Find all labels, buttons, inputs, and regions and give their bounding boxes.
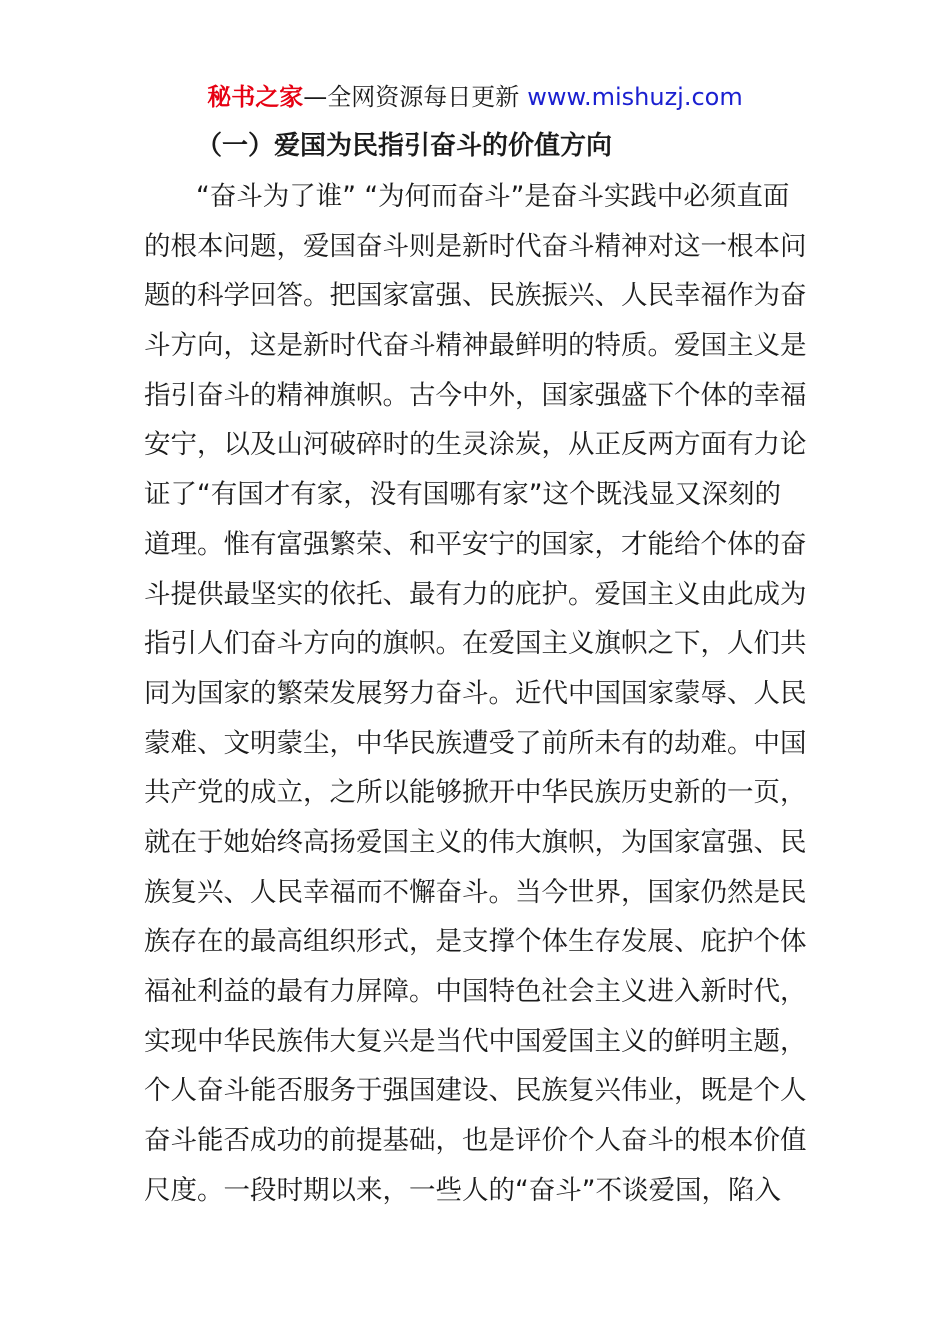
paragraph-line: “奋斗为了谁” “为何而奋斗”是奋斗实践中必须直面 — [196, 181, 790, 212]
paragraph-line: 奋斗能否成功的前提基础，也是评价个人奋斗的根本价值 — [144, 1125, 807, 1157]
site-url-link[interactable]: www.mishuzj.com — [527, 83, 743, 111]
brand-name: 秘书之家 — [207, 83, 304, 111]
paragraph-line: 蒙难、文明蒙尘，中华民族遭受了前所未有的劫难。中国 — [144, 727, 807, 759]
paragraph-line: 就在于她始终高扬爱国主义的伟大旗帜，为国家富强、民 — [144, 826, 807, 858]
paragraph-line: 安宁，以及山河破碎时的生灵涂炭，从正反两方面有力论 — [144, 429, 807, 461]
paragraph-line: 指引奋斗的精神旗帜。古今中外，国家强盛下个体的幸福 — [144, 379, 807, 411]
paragraph-line: 题的科学回答。把国家富强、民族振兴、人民幸福作为奋 — [144, 280, 807, 312]
paragraph-line: 实现中华民族伟大复兴是当代中国爱国主义的鲜明主题， — [144, 1025, 807, 1057]
header-tagline: —全网资源每日更新 — [303, 83, 520, 111]
site-header — [0, 80, 950, 114]
paragraph-line: 族复兴、人民幸福而不懈奋斗。当今世界，国家仍然是民 — [144, 876, 807, 908]
paragraph-line: 同为国家的繁荣发展努力奋斗。近代中国国家蒙辱、人民 — [144, 677, 807, 709]
body-paragraph — [144, 172, 808, 1215]
paragraph-line: 道理。惟有富强繁荣、和平安宁的国家，才能给个体的奋 — [144, 528, 807, 560]
paragraph-line: 福祉利益的最有力屏障。中国特色社会主义进入新时代， — [144, 976, 807, 1007]
paragraph-line: 尺度。一段时期以来，一些人的“奋斗”不谈爱国，陷入 — [144, 1174, 781, 1206]
section-heading: （一）爱国为民指引奋斗的价值方向 — [196, 131, 613, 161]
paragraph-line: 指引人们奋斗方向的旗帜。在爱国主义旗帜之下，人们共 — [144, 628, 807, 660]
paragraph-line: 共产党的成立，之所以能够掀开中华民族历史新的一页， — [144, 777, 807, 809]
paragraph-line: 斗提供最坚实的依托、最有力的庇护。爱国主义由此成为 — [144, 578, 807, 610]
paragraph-line: 证了“有国才有家，没有国哪有家”这个既浅显又深刻的 — [144, 479, 781, 511]
paragraph-line: 个人奋斗能否服务于强国建设、民族复兴伟业，既是个人 — [144, 1075, 807, 1107]
paragraph-line: 的根本问题，爱国奋斗则是新时代奋斗精神对这一根本问 — [144, 230, 807, 262]
paragraph-line: 族存在的最高组织形式，是支撑个体生存发展、庇护个体 — [144, 926, 807, 958]
paragraph-line: 斗方向，这是新时代奋斗精神最鲜明的特质。爱国主义是 — [144, 330, 807, 362]
